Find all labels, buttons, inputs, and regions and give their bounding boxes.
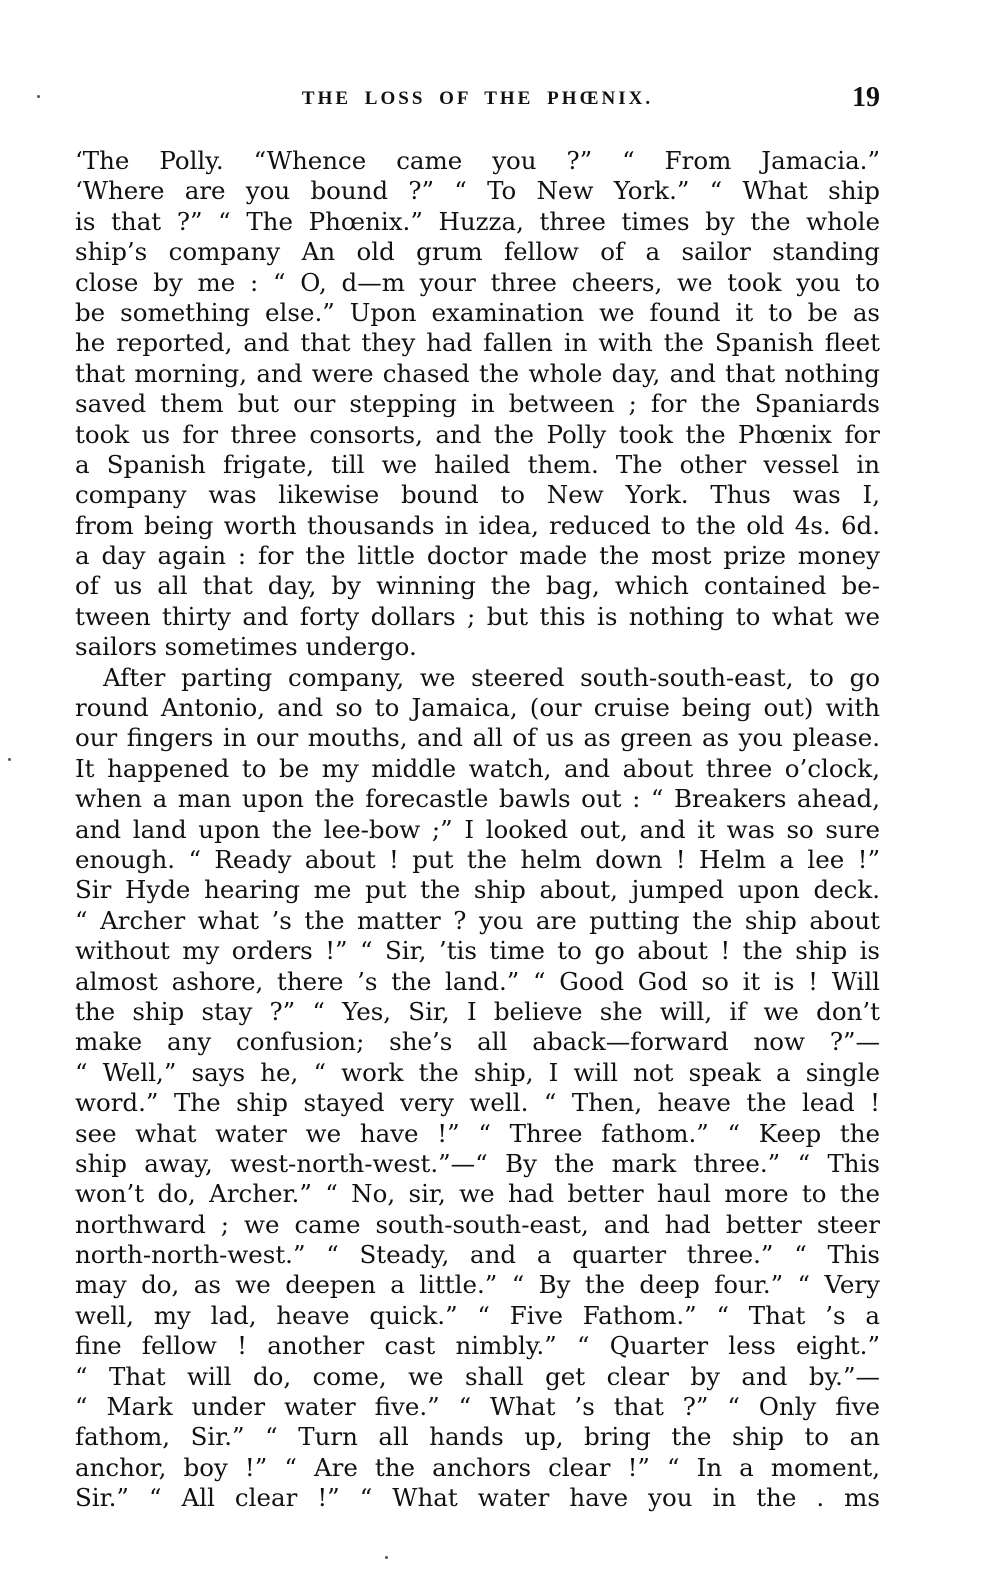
text-line: anchor, boy !” “ Are the anchors clear !” “ In a moment,	[75, 1452, 880, 1482]
text-line: won’t do, Archer.” “ No, sir, we had better haul more to the	[75, 1179, 880, 1209]
text-line: may do, as we deepen a little.” “ By the deep four.” “ Very	[75, 1270, 880, 1300]
text-line: took us for three consorts, and the Polly took the Phœnix for	[75, 419, 880, 449]
paragraph-start-line: After parting company, we steered south-south-east, to go	[103, 662, 880, 692]
text-line: ‘Where are you bound ?” “ To New York.” “ What ship	[75, 176, 880, 206]
text-line: of us all that day, by winning the bag, which contained be-	[75, 571, 880, 601]
text-line: saved them but our stepping in between ; for the Spaniards	[75, 389, 880, 419]
text-line: Sir Hyde hearing me put the ship about, jumped upon deck.	[75, 875, 880, 905]
text-line: from being worth thousands in idea, reduced to the old 4s. 6d.	[75, 510, 880, 540]
text-line: ship’s company An old grum fellow of a sailor standing	[75, 237, 880, 267]
text-line: a day again : for the little doctor made the most prize money	[75, 541, 880, 571]
text-line: ‘The Polly. “Whence came you ?” “ From Jamacia.”	[75, 146, 880, 175]
scan-speck	[8, 758, 11, 761]
text-line: is that ?” “ The Phœnix.” Huzza, three times by the whole	[75, 206, 880, 236]
text-line: make any confusion; she’s all aback—forward now ?”—	[75, 1027, 880, 1057]
text-line: he reported, and that they had fallen in with the Spanish fleet	[75, 328, 880, 358]
text-line: see what water we have !” “ Three fathom.” “ Keep the	[75, 1118, 880, 1148]
text-line: fathom, Sir.” “ Turn all hands up, bring the ship to an	[75, 1422, 880, 1452]
text-line: It happened to be my middle watch, and about three o’clock,	[75, 753, 880, 783]
text-line: well, my lad, heave quick.” “ Five Fathom.” “ That ’s a	[75, 1300, 880, 1330]
text-line: “ Archer what ’s the matter ? you are putting the ship about	[75, 905, 880, 935]
text-line: be something else.” Upon examination we found it to be as	[75, 297, 880, 327]
text-line: company was likewise bound to New York. Thus was I,	[75, 480, 880, 510]
text-line: the ship stay ?” “ Yes, Sir, I believe she will, if we don’t	[75, 996, 880, 1026]
text-line: without my orders !” “ Sir, ’tis time to go about ! the ship is	[75, 936, 880, 966]
text-line: “ Well,” says he, “ work the ship, I will not speak a single	[75, 1057, 880, 1087]
text-line: “ That will do, come, we shall get clear by and by.”—	[75, 1361, 880, 1391]
paragraph-end-line: sailors sometimes undergo.	[75, 632, 417, 662]
text-line: and land upon the lee-bow ;” I looked out, and it was so sure	[75, 814, 880, 844]
running-title: THE LOSS OF THE PHŒNIX.	[301, 88, 654, 109]
text-line: almost ashore, there ’s the land.” “ Good God so it is ! Will	[75, 966, 880, 996]
text-line: northward ; we came south-south-east, and had better steer	[75, 1209, 880, 1239]
text-line: ship away, west-north-west.”—“ By the mark three.” “ This	[75, 1148, 880, 1178]
body-text	[75, 146, 880, 1514]
text-line: round Antonio, and so to Jamaica, (our cruise being out) with	[75, 693, 880, 723]
page-number: 19	[852, 82, 880, 113]
text-line: “ Mark under water five.” “ What ’s that ?” “ Only five	[75, 1392, 880, 1422]
running-head	[75, 82, 880, 124]
text-line: north-north-west.” “ Steady, and a quarter three.” “ This	[75, 1240, 880, 1270]
text-line: our fingers in our mouths, and all of us as green as you please.	[75, 723, 880, 753]
text-line: fine fellow ! another cast nimbly.” “ Quarter less eight.”	[75, 1331, 880, 1361]
text-line: close by me : “ O, d—m your three cheers, we took you to	[75, 267, 880, 297]
text-line: a Spanish frigate, till we hailed them. The other vessel in	[75, 449, 880, 479]
text-line: enough. “ Ready about ! put the helm down ! Helm a lee !”	[75, 844, 880, 874]
scan-speck	[385, 1556, 388, 1559]
text-line: when a man upon the forecastle bawls out : “ Breakers ahead,	[75, 784, 880, 814]
scan-speck	[37, 95, 40, 98]
text-line: word.” The ship stayed very well. “ Then, heave the lead !	[75, 1088, 880, 1118]
text-line: Sir.” “ All clear !” “ What water have you in the . ms	[75, 1483, 880, 1513]
text-line: tween thirty and forty dollars ; but this is nothing to what we	[75, 601, 880, 631]
text-line: that morning, and were chased the whole day, and that nothing	[75, 358, 880, 388]
